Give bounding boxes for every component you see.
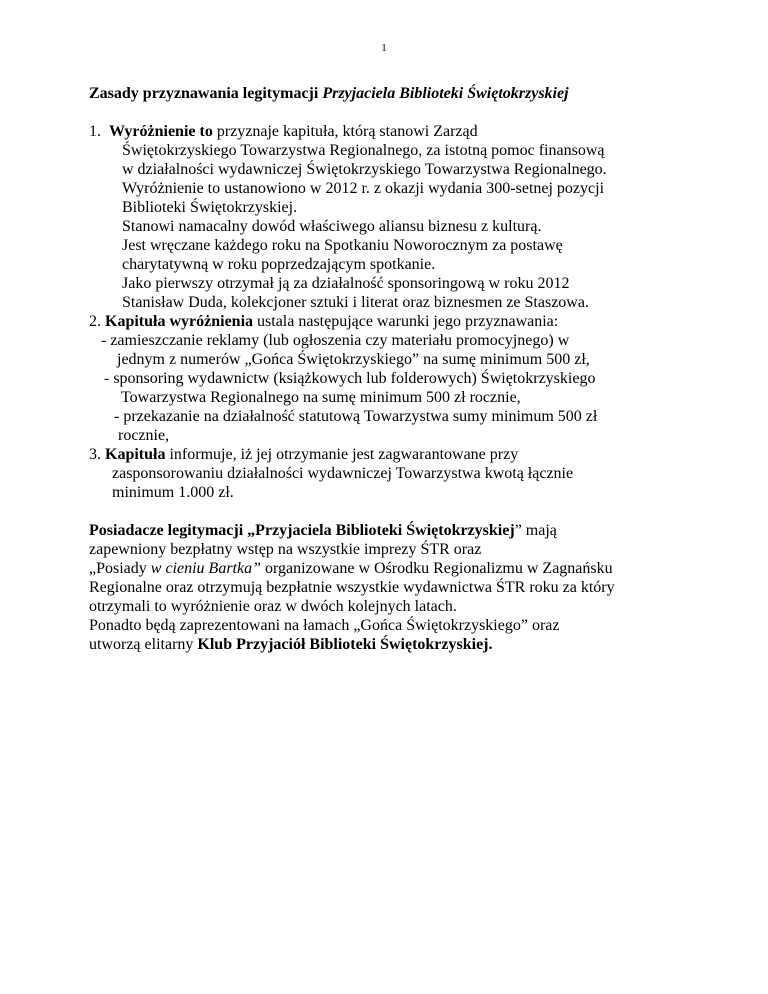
item-1-line: Stanowi namacalny dowód właściwego aliansu biznesu z kulturą.	[122, 218, 542, 235]
holders-bold: Posiadacze legitymacji „Przyjaciela Biblioteki Świętokrzyskiej	[89, 522, 515, 539]
item-2-first-rest: ustala następujące warunki jego przyznawania:	[253, 313, 559, 330]
item-3-bold: Kapituła	[105, 446, 166, 463]
page-number: 1	[381, 42, 387, 54]
item-1-number: 1.	[89, 123, 101, 140]
holders-line-7-bold: Klub Przyjaciół Biblioteki Świętokrzyskiej.	[197, 636, 493, 653]
item-3-first-line	[89, 445, 739, 464]
holders-line-3	[89, 559, 739, 578]
holders-line-3-a: „Posiady	[89, 560, 151, 577]
paragraph-gap	[89, 502, 739, 521]
holders-line-5: otrzymali to wyróżnienie oraz w dwóch kolejnych latach.	[89, 598, 457, 615]
holders-line-1	[89, 521, 739, 540]
item-2-condition-3-cont: rocznie,	[118, 427, 170, 444]
item-2-first-line	[89, 312, 739, 331]
item-2-condition-2-cont: Towarzystwa Regionalnego na sumę minimum 500 zł rocznie,	[121, 389, 521, 406]
item-1-line: Biblioteki Świętokrzyskiej.	[122, 199, 298, 216]
item-2-condition-1-cont: jednym z numerów „Gońca Świętokrzyskiego” na sumę minimum 500 zł,	[117, 351, 590, 368]
item-3-number: 3.	[89, 446, 101, 463]
item-1-line: Wyróżnienie to ustanowiono w 2012 r. z okazji wydania 300-setnej pozycji	[122, 180, 605, 197]
item-2-number: 2.	[89, 313, 101, 330]
holders-line-2: zapewniony bezpłatny wstęp na wszystkie imprezy ŚTR oraz	[89, 541, 482, 558]
document-title	[89, 84, 739, 103]
item-2-condition-3: - przekazanie na działalność statutową Towarzystwa sumy minimum 500 zł	[114, 408, 598, 425]
title-italic: Przyjaciela Biblioteki Świętokrzyskiej	[322, 85, 569, 102]
holders-line-7	[89, 635, 739, 654]
item-1-first-line	[89, 122, 739, 141]
holders-after-bold: ” mają	[514, 522, 557, 539]
item-1-line: Jako pierwszy otrzymał ją za działalność sponsoringową w roku 2012	[122, 275, 570, 292]
item-1-line: charytatywną w roku poprzedzającym spotkanie.	[122, 256, 436, 273]
item-1-line: Świętokrzyskiego Towarzystwa Regionalnego, za istotną pomoc finansową	[122, 142, 605, 159]
item-3-first-rest: informuje, iż jej otrzymanie jest zagwarantowane przy	[165, 446, 519, 463]
title-regular: Zasady przyznawania legitymacji	[89, 85, 323, 102]
holders-line-6: Ponadto będą zaprezentowani na łamach „Gońca Świętokrzyskiego” oraz	[89, 617, 560, 634]
document-body	[89, 84, 739, 654]
item-1-bold: Wyróżnienie to	[109, 123, 213, 140]
item-2-bold: Kapituła wyróżnienia	[105, 313, 254, 330]
item-3-line: zasponsorowaniu działalności wydawniczej Towarzystwa kwotą łącznie	[112, 465, 574, 482]
item-1-line: w działalności wydawniczej Świętokrzyskiego Towarzystwa Regionalnego.	[122, 161, 607, 178]
holders-line-4: Regionalne oraz otrzymują bezpłatnie wszystkie wydawnictwa ŚTR roku za który	[89, 579, 615, 596]
item-1-first-rest: przyznaje kapituła, którą stanowi Zarząd	[212, 123, 478, 140]
holders-line-3-b: organizowane w Ośrodku Regionalizmu w Zagnańsku	[261, 560, 613, 577]
item-2-condition-1: - zamieszczanie reklamy (lub ogłoszenia czy materiału promocyjnego) w	[101, 332, 570, 349]
item-3-line: minimum 1.000 zł.	[112, 484, 234, 501]
item-1-line: Jest wręczane każdego roku na Spotkaniu Noworocznym za postawę	[122, 237, 563, 254]
item-2-condition-2: - sponsoring wydawnictw (książkowych lub folderowych) Świętokrzyskiego	[104, 370, 596, 387]
item-1-line: Stanisław Duda, kolekcjoner sztuki i literat oraz biznesmen ze Staszowa.	[122, 294, 589, 311]
holders-line-7-a: utworzą elitarny	[89, 636, 198, 653]
holders-line-3-italic: w cieniu Bartka”	[150, 560, 261, 577]
